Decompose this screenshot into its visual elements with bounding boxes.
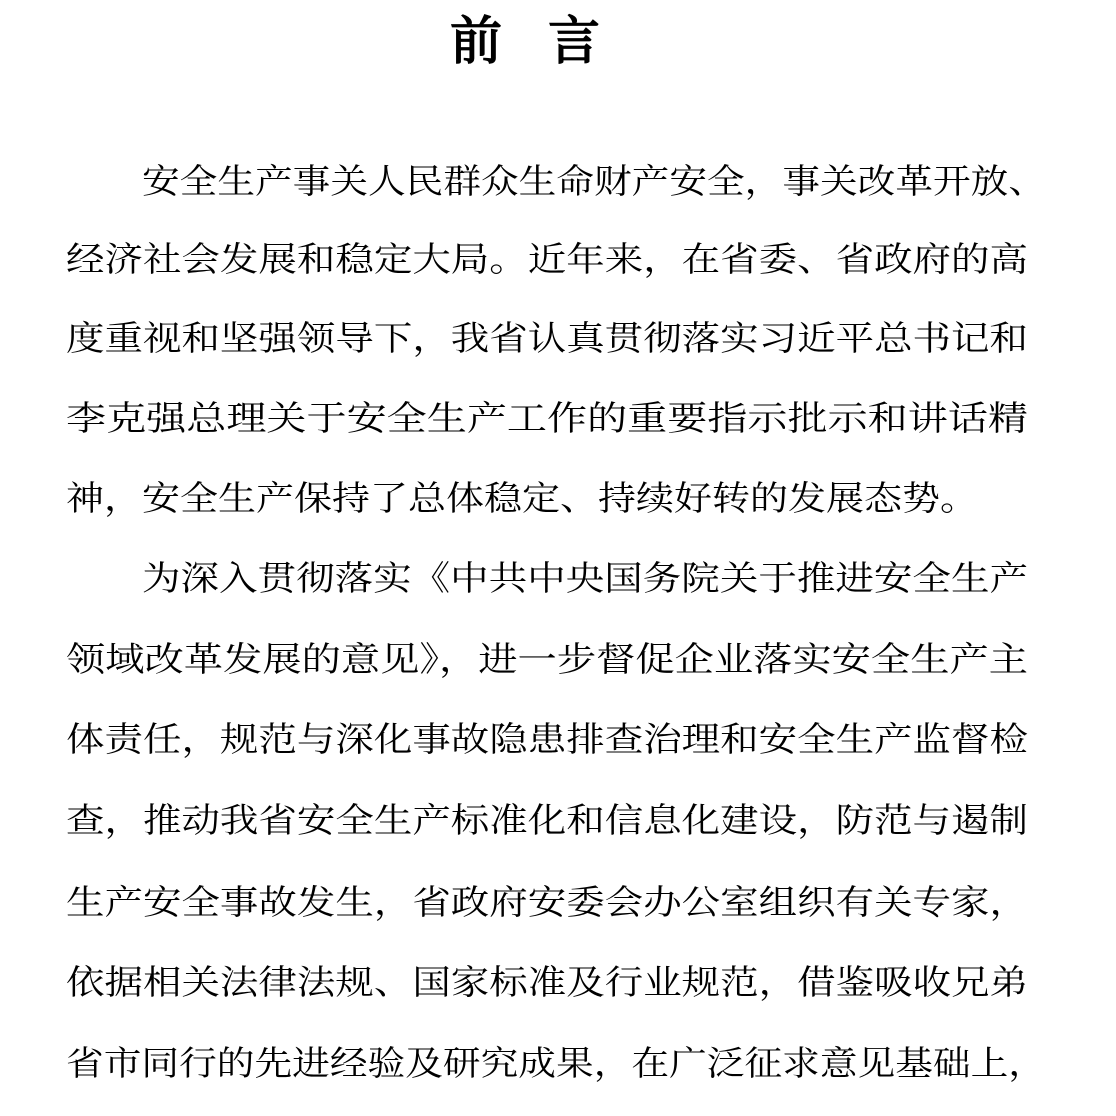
line-text: 经济社会发展和稳定大局。近年来，在省委、省政府的高 xyxy=(66,240,1028,280)
line-text: 李克强总理关于安全生产工作的重要指示批示和讲话精 xyxy=(66,399,1028,439)
paragraph-line xyxy=(66,953,1116,1013)
line-text: 度重视和坚强领导下，我省认真贯彻落实习近平总书记和 xyxy=(66,319,1028,359)
line-text: 依据相关法律法规、国家标准及行业规范，借鉴吸收兄弟 xyxy=(66,963,1028,1003)
line-text: 省市同行的先进经验及研究成果，在广泛征求意见基础上， xyxy=(66,1044,1046,1084)
paragraph-line xyxy=(142,549,1116,609)
line-text: 体责任，规范与深化事故隐患排查治理和安全生产监督检 xyxy=(66,720,1028,760)
line-text: 为深入贯彻落实《中共中央国务院关于推进安全生产 xyxy=(142,559,1028,599)
paragraph-line xyxy=(66,710,1116,770)
paragraph-line xyxy=(66,230,1116,290)
page-title: 前言 xyxy=(449,11,646,72)
paragraph-line xyxy=(66,1034,1116,1094)
paragraph-line xyxy=(66,873,1116,933)
paragraph-line xyxy=(66,630,1116,690)
paragraph-line xyxy=(66,389,1116,449)
line-text: 神，安全生产保持了总体稳定、持续好转的发展态势。 xyxy=(66,479,978,519)
line-text: 生产安全事故发生，省政府安委会办公室组织有关专家， xyxy=(66,883,1028,923)
line-text: 查，推动我省安全生产标准化和信息化建设，防范与遏制 xyxy=(66,801,1028,841)
line-text: 领域改革发展的意见》，进一步督促企业落实安全生产主 xyxy=(66,640,1028,680)
paragraph-line xyxy=(66,309,1116,369)
line-text: 安全生产事关人民群众生命财产安全，事关改革开放、 xyxy=(142,162,1046,202)
paragraph-line xyxy=(142,152,1116,212)
paragraph-line xyxy=(66,469,1116,529)
paragraph-line xyxy=(66,791,1116,851)
